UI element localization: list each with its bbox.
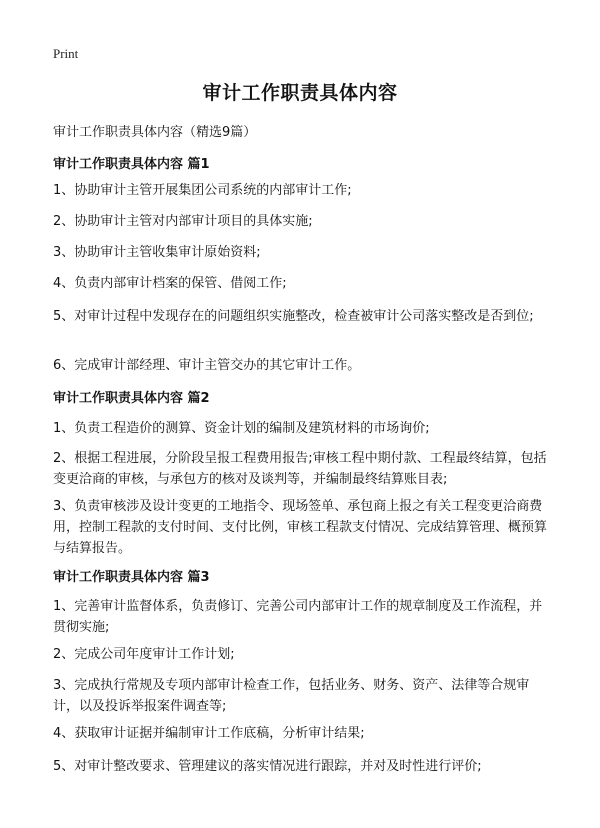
list-item: 5、对审计过程中发现存在的问题组织实施整改，检查被审计公司落实整改是否到位; (53, 309, 534, 324)
list-item: 1、完善审计监督体系，负责修订、完善公司内部审计工作的规章制度及工作流程，并贯彻实施; (53, 599, 543, 635)
list-item: 4、负责内部审计档案的保管、借阅工作; (53, 276, 287, 291)
list-item: 6、完成审计部经理、审计主管交办的其它审计工作。 (53, 358, 361, 373)
list-item: 3、完成执行常规及专项内部审计检查工作，包括业务、财务、资产、法律等合规审计，以及投诉举报案件调查等; (53, 678, 530, 714)
section-heading-3: 审计工作职责具体内容 篇3 (53, 570, 210, 585)
document-title: 审计工作职责具体内容 (202, 82, 398, 104)
list-item: 5、对审计整改要求、管理建议的落实情况进行跟踪，并对及时性进行评价; (53, 759, 482, 774)
list-item: 3、协助审计主管收集审计原始资料; (53, 245, 261, 260)
list-item: 4、获取审计证据并编制审计工作底稿，分析审计结果; (53, 726, 365, 741)
section-heading-1: 审计工作职责具体内容 篇1 (53, 157, 210, 172)
list-item: 2、协助审计主管对内部审计项目的具体实施; (53, 214, 313, 229)
list-item: 2、完成公司年度审计工作计划; (53, 647, 235, 662)
list-item: 3、负责审核涉及设计变更的工地指令、现场签单、承包商上报之有关工程变更洽商费用，控制工程款的支付时间、支付比例，审核工程款支付情况、完成结算管理、概预算与结算报告。 (53, 499, 548, 556)
print-link[interactable]: Print (53, 46, 79, 61)
section-heading-2: 审计工作职责具体内容 篇2 (53, 391, 210, 406)
list-item: 2、根据工程进展，分阶段呈报工程费用报告;审核工程中期付款、工程最终结算，包括变更洽商的审核，与承包方的核对及谈判等，并编制最终结算账目表; (53, 451, 547, 487)
document-subtitle: 审计工作职责具体内容（精选9篇） (53, 125, 257, 140)
list-item: 1、负责工程造价的测算、资金计划的编制及建筑材料的市场询价; (53, 421, 430, 436)
list-item: 1、协助审计主管开展集团公司系统的内部审计工作; (53, 183, 352, 198)
